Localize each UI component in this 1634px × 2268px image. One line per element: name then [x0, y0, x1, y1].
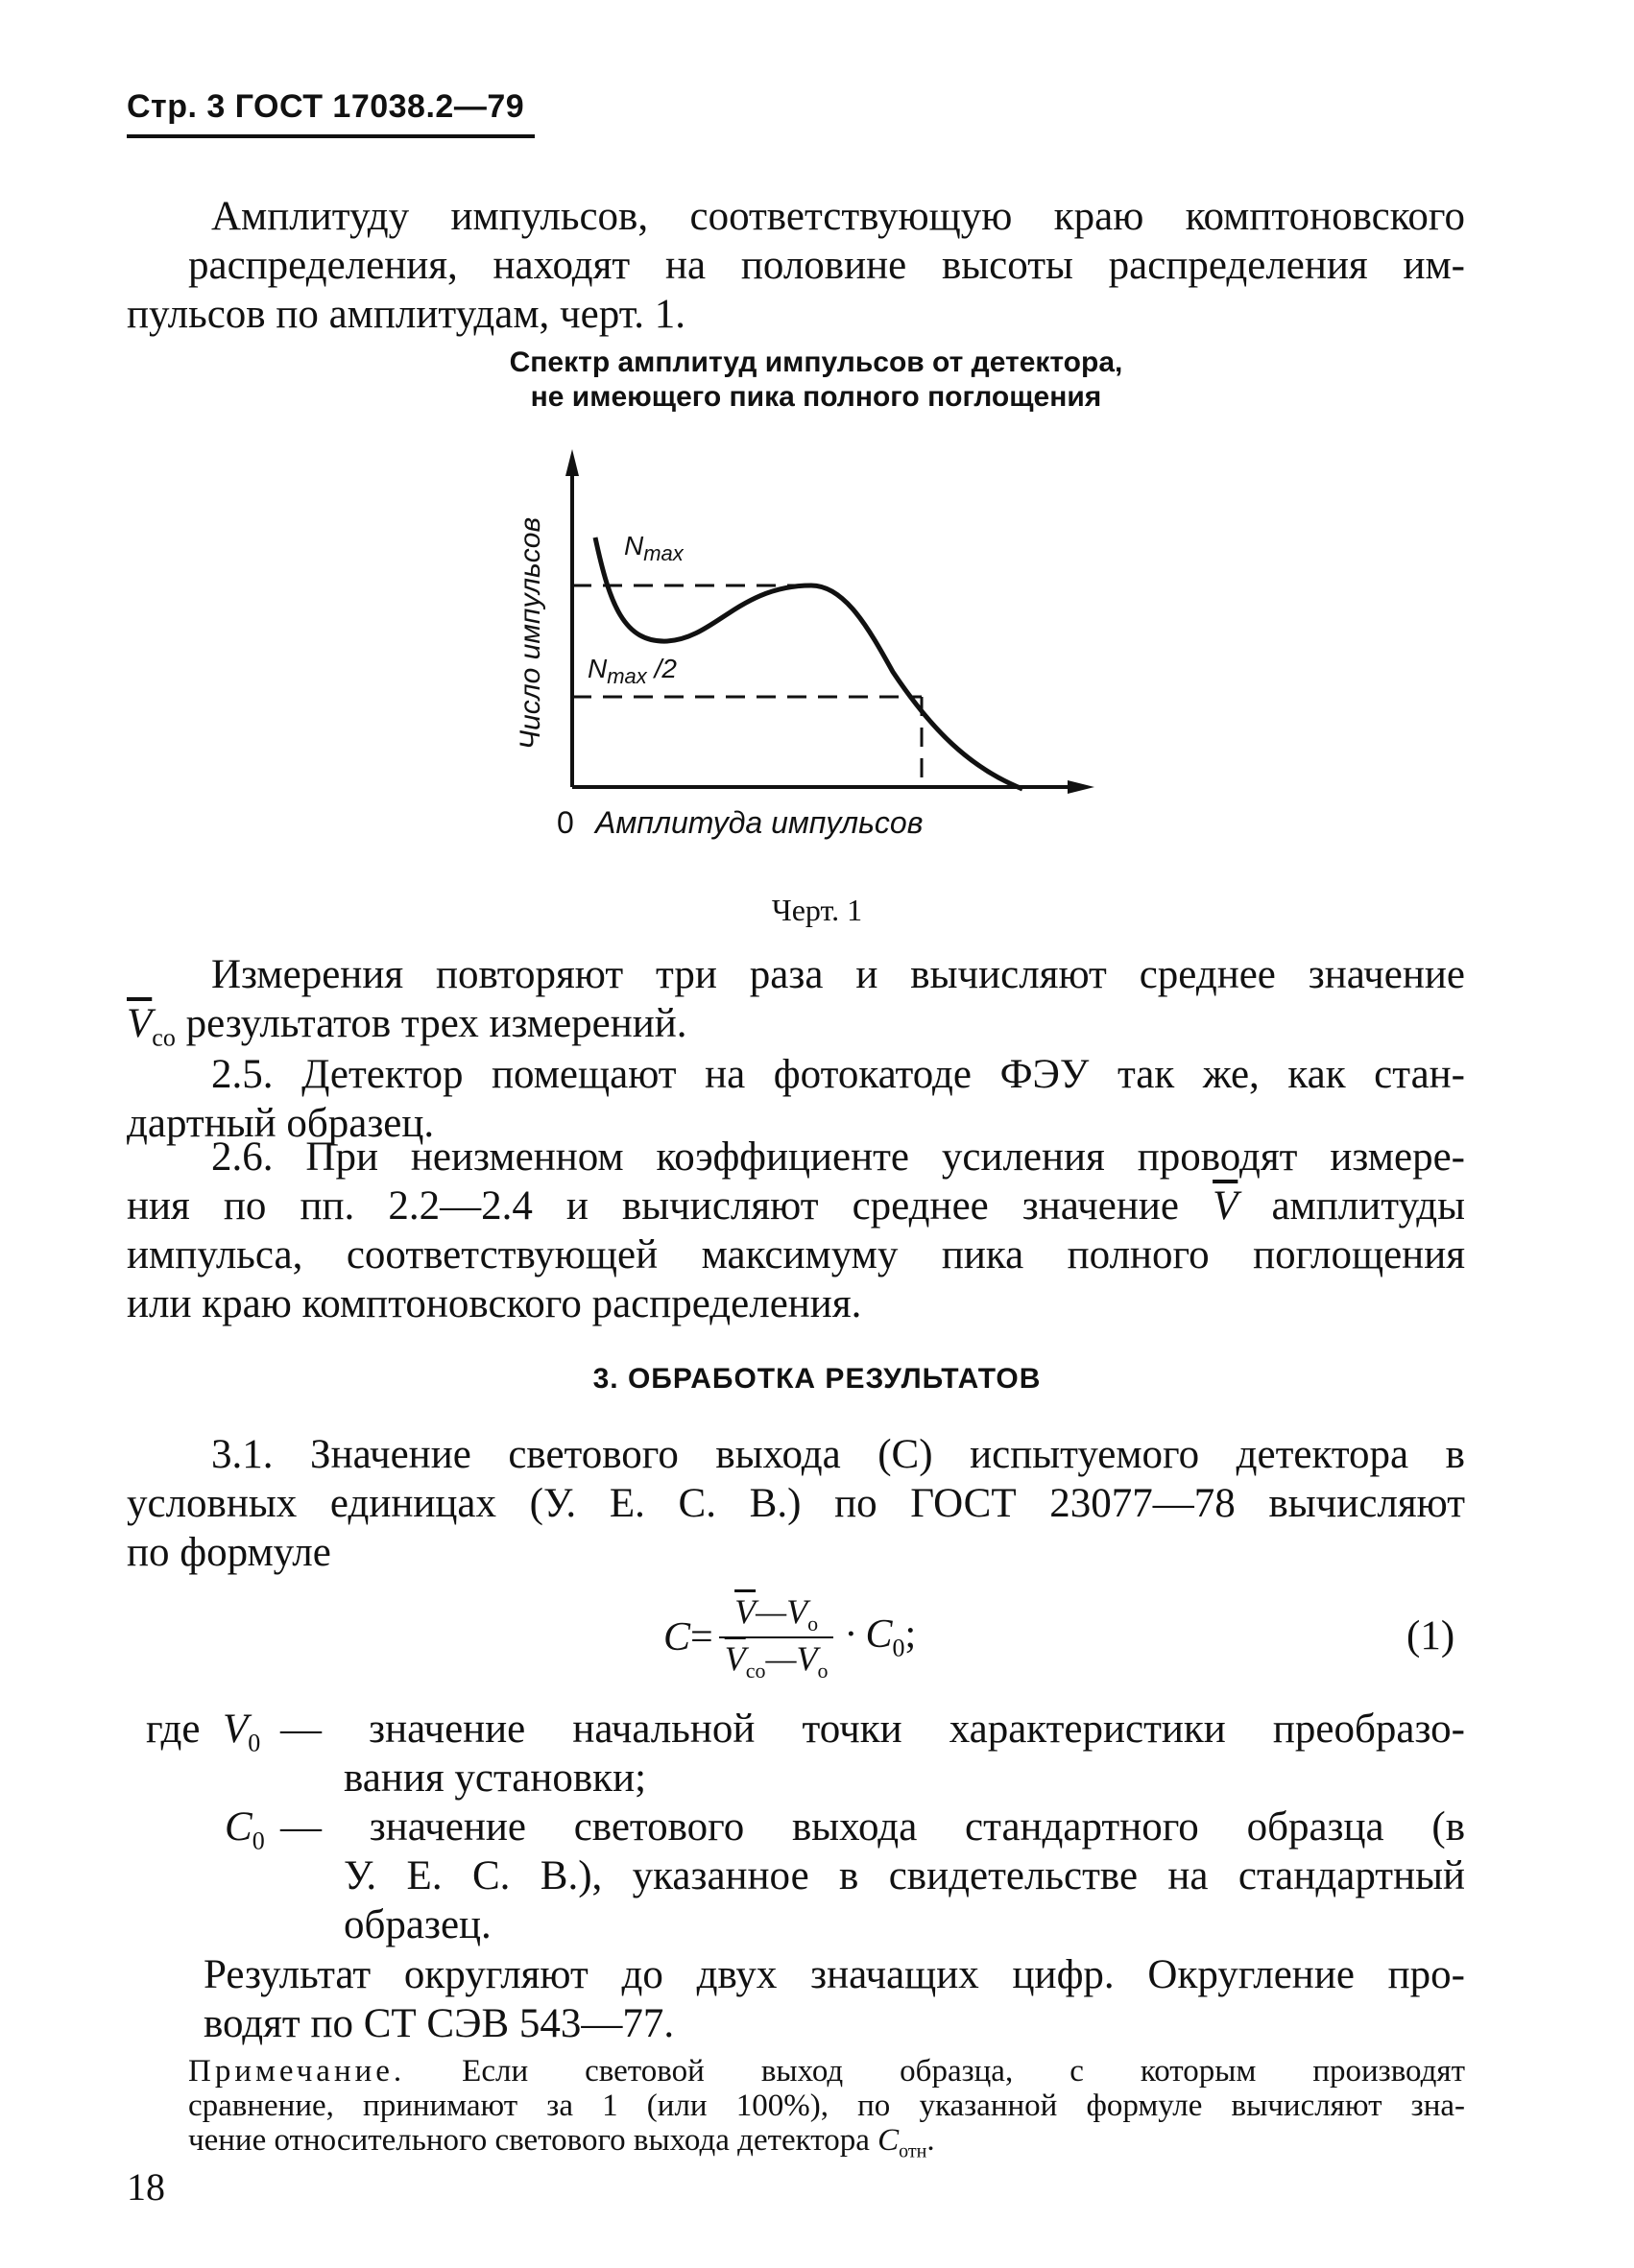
measurement-line-2: $\overline{V}_{co}$ результатов трех измерений. — [127, 1001, 687, 1052]
note-line-1: Примечание. Если световой выход образца, с которым производят — [188, 2054, 1465, 2089]
amplitude-spectrum-figure — [499, 442, 1114, 864]
origin-label: 0 — [557, 805, 574, 840]
rounding-line-2: водят по СТ СЭВ 543—77. — [204, 2001, 675, 2046]
paragraph-2-6 — [127, 1133, 1465, 1328]
p25-line-1: 2.5. Детектор помещают на фотокатоде ФЭУ так же, как стан- — [211, 1052, 1465, 1097]
p25-line-2: дартный образец. — [127, 1101, 435, 1146]
figure-caption: Черт. 1 — [771, 893, 863, 927]
def-v0-line-2: вания установки; — [344, 1755, 647, 1801]
y-axis-arrow — [565, 449, 579, 476]
def-c0-line-1: $C_0$ — значение светового выхода стандартного образца (в — [225, 1804, 1465, 1855]
intro-line-2: распределения, находят на половине высоты распределения им- — [188, 243, 1465, 288]
def-v0-line-1: где $V_0$ — значение начальной точки характеристики преобразо- — [146, 1707, 1465, 1757]
p26-line-3: импульса, соответствующей максимуму пика полного поглощения — [127, 1232, 1465, 1277]
figure-title — [288, 346, 1344, 415]
intro-line-1: Амплитуду импульсов, соответствующую краю комптоновского — [211, 194, 1465, 239]
note-line-2: сравнение, принимают за 1 (или 100%), по указанной формуле вычисляют зна- — [188, 2089, 1465, 2123]
formula-1: C= $\overline{V}—V_o$ · $C_0$; $\overline{V}_{co}—V_o$ — [663, 1592, 917, 1683]
x-axis-arrow — [1068, 780, 1094, 794]
measurement-line-1: Измерения повторяют три раза и вычисляют среднее значение — [211, 952, 1465, 997]
nmax-label: $N_{max}$ — [624, 531, 684, 565]
half-max-label: $N_{max}$ /2 — [588, 654, 677, 688]
header-rule — [127, 134, 535, 138]
rounding-line-1: Результат округляют до двух значащих цифр. Округление про- — [204, 1952, 1465, 1997]
figure-title-line-1: Спектр амплитуд импульсов от детектора, — [509, 346, 1123, 378]
note-line-3: чение относительного светового выхода детектора $C_{отн}$. — [188, 2123, 935, 2162]
note — [188, 2054, 1465, 2169]
formula-denominator: $\overline{V}_{co}—V_o$ — [724, 1639, 829, 1683]
running-head: Стр. 3 ГОСТ 17038.2—79 — [127, 88, 525, 125]
formula-number: (1) — [1406, 1613, 1455, 1659]
definitions — [146, 1705, 1465, 1949]
rounding-paragraph — [204, 1950, 1465, 2048]
intro-line-3: пульсов по амплитудам, черт. 1. — [127, 292, 686, 337]
figure-title-line-2: не имеющего пика полного поглощения — [530, 381, 1102, 413]
p26-line-1: 2.6. При неизменном коэффициенте усиления проводят измере- — [211, 1134, 1465, 1180]
p31-line-1: 3.1. Значение светового выхода (C) испытуемого детектора в — [211, 1432, 1465, 1477]
def-c0-line-2: У. Е. С. В.), указанное в свидетельстве на стандартный — [344, 1853, 1465, 1898]
p26-line-4: или краю комптоновского распределения. — [127, 1281, 862, 1326]
y-axis-label: Число импульсов — [515, 516, 546, 751]
page-number: 18 — [127, 2165, 165, 2208]
intro-paragraph — [127, 192, 1465, 339]
section-heading: 3. ОБРАБОТКА РЕЗУЛЬТАТОВ — [592, 1363, 1042, 1395]
formula-numerator: $\overline{V}—V_o$ — [719, 1591, 834, 1637]
paragraph-3-1 — [127, 1430, 1465, 1577]
x-axis-label: Амплитуда импульсов — [595, 805, 924, 840]
p31-line-3: по формуле — [127, 1530, 331, 1575]
measurement-paragraph — [127, 950, 1465, 1062]
def-c0-line-3: образец. — [344, 1902, 492, 1947]
p31-line-2: условных единицах (У. Е. С. В.) по ГОСТ 23077—78 вычисляют — [127, 1481, 1465, 1526]
p26-line-2: ния по пп. 2.2—2.4 и вычисляют среднее значение $\overline{V}$ амплитуды — [127, 1183, 1465, 1229]
